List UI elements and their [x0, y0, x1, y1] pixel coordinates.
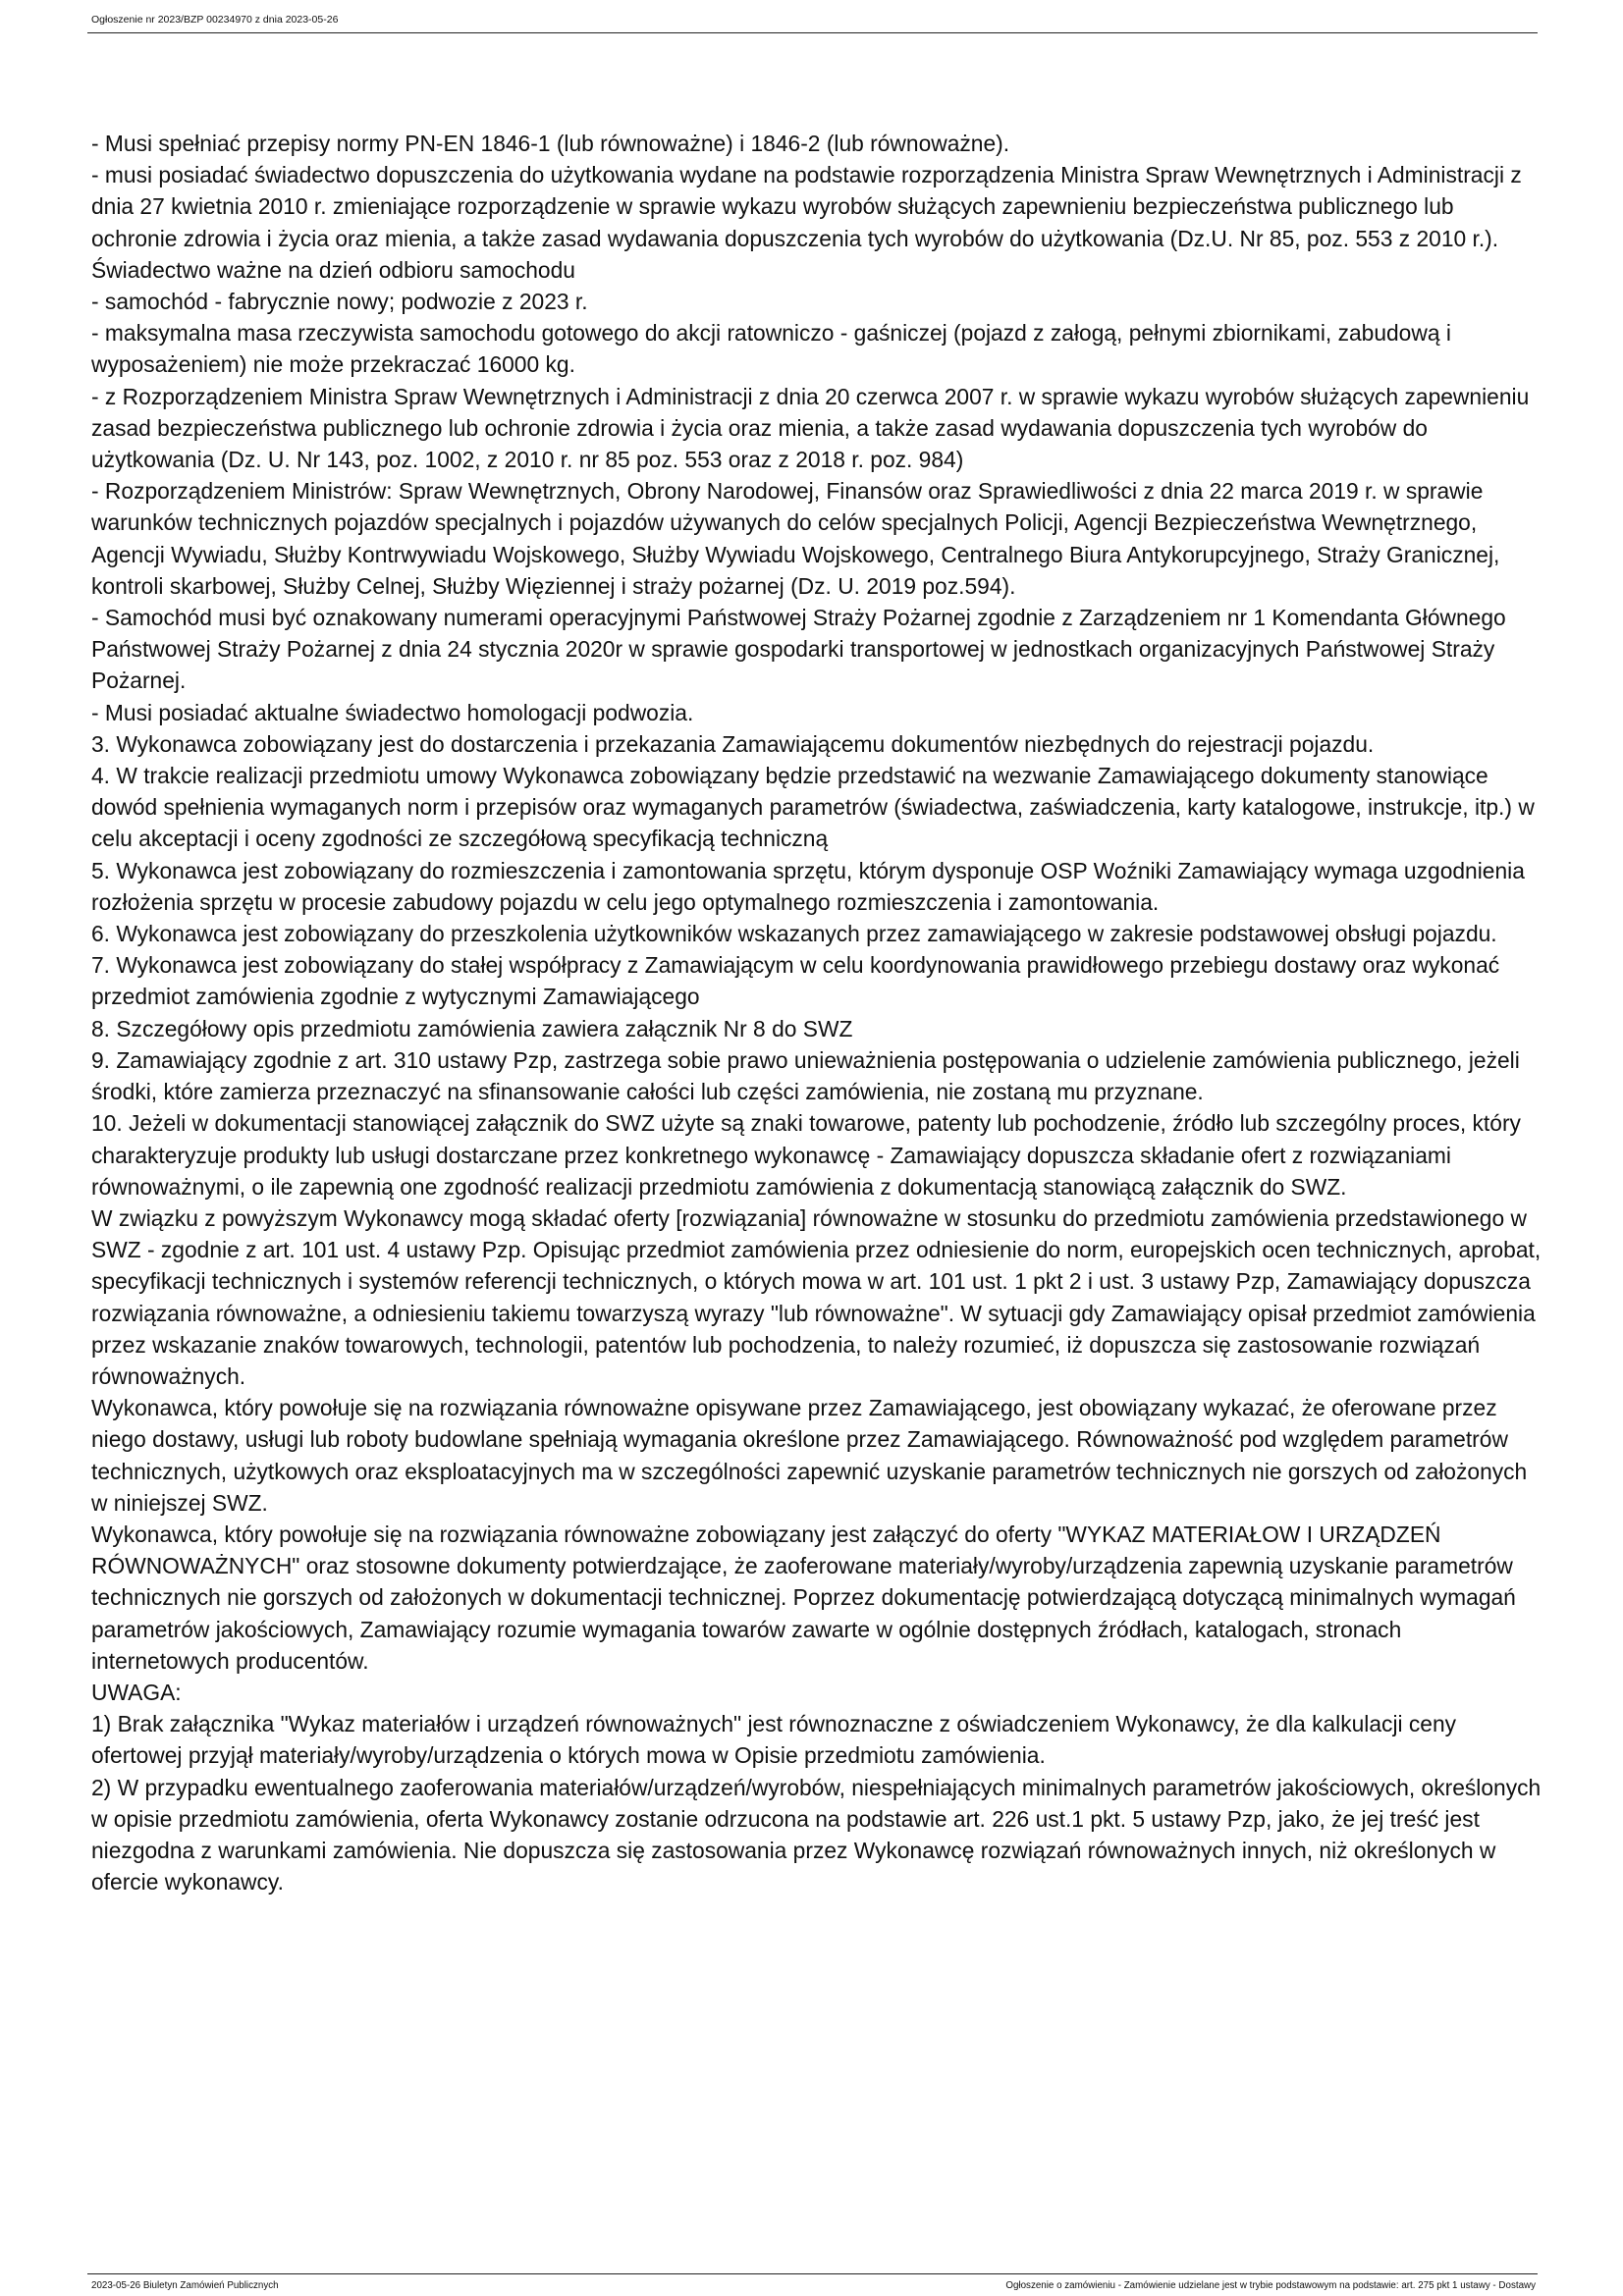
footer-left: 2023-05-26 Biuletyn Zamówień Publicznych: [91, 2280, 279, 2291]
paragraph: - Rozporządzeniem Ministrów: Spraw Wewnętrznych, Obrony Narodowej, Finansów oraz Sprawiedliwości z dnia 22 marca 2019 r. w sprawie warunków technicznych pojazdów specjalnych i pojazdów używanych do celów specjalnych Policji, Agencji Bezpieczeństwa Wewnętrznego, Agencji Wywiadu, Służby Kontrwywiadu Wojskowego, Służby Wywiadu Wojskowego, Centralnego Biura Antykorupcyjnego, Straży Granicznej, kontroli skarbowej, Służby Celnej, Służby Więziennej i straży pożarnej (Dz. U. 2019 poz.594).: [91, 478, 1500, 599]
paragraph: 9. Zamawiający zgodnie z art. 310 ustawy Pzp, zastrzega sobie prawo unieważnienia postępowania o udzielenie zamówienia publicznego, jeżeli środki, które zamierza przeznaczyć na sfinansowanie całości lub części zamówienia, nie zostaną mu przyznane.: [91, 1046, 1520, 1105]
paragraph: - Musi spełniać przepisy normy PN-EN 1846-1 (lub równoważne) i 1846-2 (lub równoważne).: [91, 131, 1010, 156]
header-divider: [87, 32, 1538, 33]
paragraph: Wykonawca, który powołuje się na rozwiązania równoważne opisywane przez Zamawiającego, jest obowiązany wykazać, że oferowane przez niego dostawy, usługi lub roboty budowlane spełniają wymagania określone przez Zamawiającego. Równoważność pod względem parametrów technicznych, użytkowych oraz eksploatacyjnych ma w szczególności zapewnić uzyskanie parametrów technicznych nie gorszych od założonych w niniejszej SWZ.: [91, 1395, 1528, 1516]
page-header: Ogłoszenie nr 2023/BZP 00234970 z dnia 2023-05-26: [91, 14, 339, 26]
note-heading: UWAGA:: [91, 1679, 182, 1705]
footer-right: Ogłoszenie o zamówieniu - Zamówienie udzielane jest w trybie podstawowym na podstawie: art. 275 pkt 1 ustawy - Dostawy: [1005, 2280, 1536, 2291]
footer-divider: [87, 2273, 1538, 2274]
paragraph: - samochód - fabrycznie nowy; podwozie z 2023 r.: [91, 289, 588, 315]
paragraph: 7. Wykonawca jest zobowiązany do stałej współpracy z Zamawiającym w celu koordynowania prawidłowego przebiegu dostawy oraz wykonać przedmiot zamówienia zgodnie z wytycznymi Zamawiającego: [91, 952, 1500, 1010]
paragraph: 10. Jeżeli w dokumentacji stanowiącej załącznik do SWZ użyte są znaki towarowe, patenty lub pochodzenie, źródło lub szczególny proces, który charakteryzuje produkty lub usługi dostarczane przez konkretnego wykonawcę - Zamawiający dopuszcza składanie ofert z rozwiązaniami równoważnymi, o ile zapewnią one zgodność realizacji przedmiotu zamówienia z dokumentacją stanowiącą załącznik do SWZ.: [91, 1110, 1521, 1200]
paragraph: - Samochód musi być oznakowany numerami operacyjnymi Państwowej Straży Pożarnej zgodnie z Zarządzeniem nr 1 Komendanta Głównego Państwowej Straży Pożarnej z dnia 24 stycznia 2020r w sprawie gospodarki transportowej w jednostkach organizacyjnych Państwowej Straży Pożarnej.: [91, 605, 1506, 694]
paragraph: 6. Wykonawca jest zobowiązany do przeszkolenia użytkowników wskazanych przez zamawiającego w zakresie podstawowej obsługi pojazdu.: [91, 921, 1497, 947]
paragraph: - Musi posiadać aktualne świadectwo homologacji podwozia.: [91, 699, 694, 725]
paragraph: 2) W przypadku ewentualnego zaoferowania materiałów/urządzeń/wyrobów, niespełniających minimalnych parametrów jakościowych, określonych w opisie przedmiotu zamówienia, oferta Wykonawcy zostanie odrzucona na podstawie art. 226 ust.1 pkt. 5 ustawy Pzp, jako, że jej treść jest niezgodna z warunkami zamówienia. Nie dopuszcza się zastosowania przez Wykonawcę rozwiązań równoważnych innych, niż określonych w ofercie wykonawcy.: [91, 1774, 1542, 1896]
paragraph: - maksymalna masa rzeczywista samochodu gotowego do akcji ratowniczo - gaśniczej (pojazd z załogą, pełnymi zbiornikami, zabudową i wyposażeniem) nie może przekraczać 16000 kg.: [91, 320, 1451, 378]
paragraph: W związku z powyższym Wykonawcy mogą składać oferty [rozwiązania] równoważne w stosunku do przedmiotu zamówienia przedstawionego w SWZ - zgodnie z art. 101 ust. 4 ustawy Pzp. Opisując przedmiot zamówienia przez odniesienie do norm, europejskich ocen technicznych, aprobat, specyfikacji technicznych i systemów referencji technicznych, o których mowa w art. 101 ust. 1 pkt 2 i ust. 3 ustawy Pzp, Zamawiający dopuszcza rozwiązania równoważne, a odniesieniu takiemu towarzyszą wyrazy "lub równoważne". W sytuacji gdy Zamawiający opisał przedmiot zamówienia przez wskazanie znaków towarowych, technologii, patentów lub pochodzenia, to należy rozumieć, iż dopuszcza się zastosowanie rozwiązań równoważnych.: [91, 1204, 1542, 1389]
paragraph: 8. Szczegółowy opis przedmiotu zamówienia zawiera załącznik Nr 8 do SWZ: [91, 1015, 853, 1041]
paragraph: 1) Brak załącznika "Wykaz materiałów i urządzeń równoważnych" jest równoznaczne z oświadczeniem Wykonawcy, że dla kalkulacji ceny ofertowej przyjął materiały/wyroby/urządzenia o których mowa w Opisie przedmiotu zamówienia.: [91, 1711, 1457, 1769]
paragraph: 5. Wykonawca jest zobowiązany do rozmieszczenia i zamontowania sprzętu, którym dysponuje OSP Woźniki Zamawiający wymaga uzgodnienia rozłożenia sprzętu w procesie zabudowy pojazdu w celu jego optymalnego rozmieszczenia i zamontowania.: [91, 857, 1525, 915]
paragraph: Wykonawca, który powołuje się na rozwiązania równoważne zobowiązany jest załączyć do oferty "WYKAZ MATERIAŁOW I URZĄDZEŃ RÓWNOWAŻNYCH" oraz stosowne dokumenty potwierdzające, że zaoferowane materiały/wyroby/urządzenia zapewnią uzyskanie parametrów technicznych nie gorszych od założonych w dokumentacji technicznej. Poprzez dokumentację potwierdzającą dotyczącą minimalnych wymagań parametrów jakościowych, Zamawiający rozumie wymagania towarów zawarte w ogólnie dostępnych źródłach, katalogach, stronach internetowych producentów.: [91, 1521, 1516, 1674]
paragraph: - z Rozporządzeniem Ministra Spraw Wewnętrznych i Administracji z dnia 20 czerwca 2007 r. w sprawie wykazu wyrobów służących zapewnieniu zasad bezpieczeństwa publicznego lub ochronie zdrowia i życia oraz mienia, a także zasad wydawania dopuszczenia tych wyrobów do użytkowania (Dz. U. Nr 143, poz. 1002, z 2010 r. nr 85 poz. 553 oraz z 2018 r. poz. 984): [91, 383, 1530, 473]
paragraph: 4. W trakcie realizacji przedmiotu umowy Wykonawca zobowiązany będzie przedstawić na wezwanie Zamawiającego dokumenty stanowiące dowód spełnienia wymaganych norm i przepisów oraz wymaganych parametrów (świadectwa, zaświadczenia, karty katalogowe, instrukcje, itp.) w celu akceptacji i oceny zgodności ze szczegółową specyfikacją techniczną: [91, 763, 1535, 852]
document-body: [91, 128, 1542, 1897]
paragraph: - musi posiadać świadectwo dopuszczenia do użytkowania wydane na podstawie rozporządzenia Ministra Spraw Wewnętrznych i Administracji z dnia 27 kwietnia 2010 r. zmieniające rozporządzenie w sprawie wykazu wyrobów służących zapewnieniu bezpieczeństwa publicznego lub ochronie zdrowia i życia oraz mienia, a także zasad wydawania dopuszczenia tych wyrobów do użytkowania (Dz.U. Nr 85, poz. 553 z 2010 r.). Świadectwo ważne na dzień odbioru samochodu: [91, 162, 1522, 283]
paragraph: 3. Wykonawca zobowiązany jest do dostarczenia i przekazania Zamawiającemu dokumentów niezbędnych do rejestracji pojazdu.: [91, 730, 1375, 757]
